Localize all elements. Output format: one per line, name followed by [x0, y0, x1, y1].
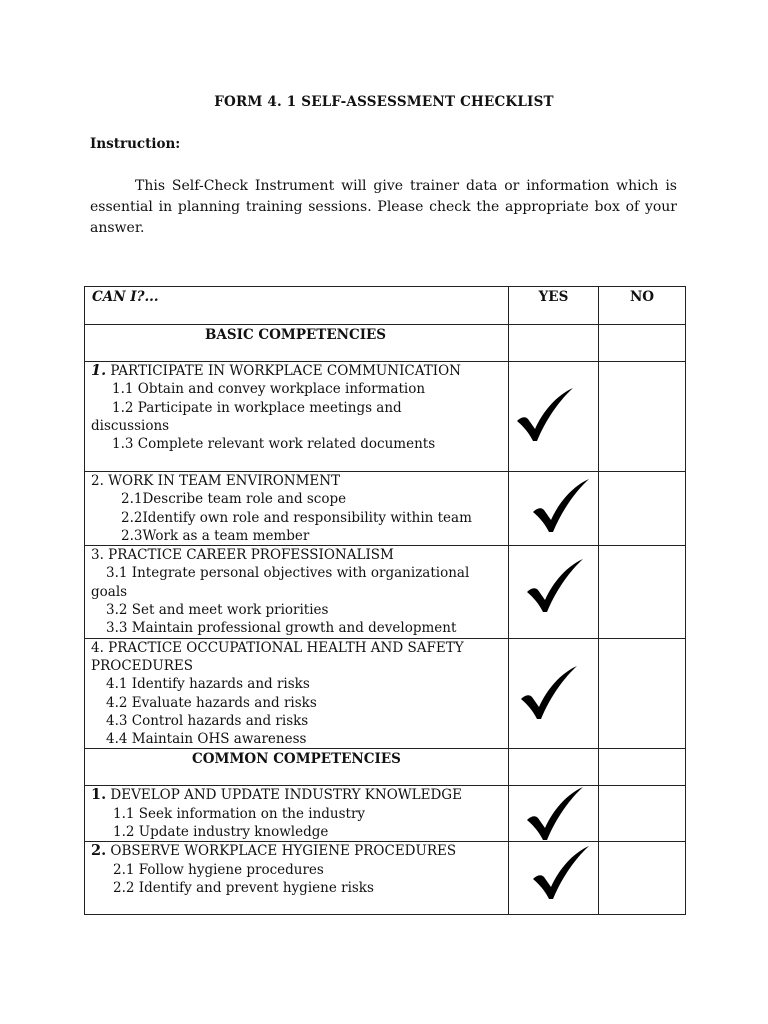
checkmark-icon: [525, 558, 585, 614]
row-subitem: 3.2 Set and meet work priorities: [106, 602, 329, 619]
instruction-label: Instruction:: [90, 136, 181, 152]
no-checkbox[interactable]: [599, 362, 686, 472]
row-subitem: 2.1 Follow hygiene procedures: [113, 861, 324, 878]
header-can-i: CAN I?...: [85, 287, 509, 325]
yes-checkbox[interactable]: [509, 546, 599, 638]
yes-checkbox[interactable]: [509, 638, 599, 749]
instruction-paragraph: [90, 176, 677, 239]
row-subitem: 1.3 Complete relevant work related documents: [112, 436, 436, 453]
row-subitem: 1.2 Participate in workplace meetings and: [112, 399, 402, 416]
table-row: [85, 472, 686, 546]
row-title: 4. PRACTICE OCCUPATIONAL HEALTH AND SAFETY: [91, 639, 464, 656]
table-row: [85, 546, 686, 638]
row-subitem: 1.1 Seek information on the industry: [113, 805, 366, 822]
row-subitem: 3.1 Integrate personal objectives with organizational: [106, 565, 470, 582]
section-row-basic: [85, 325, 686, 362]
row-title: OBSERVE WORKPLACE HYGIENE PROCEDURES: [106, 843, 457, 860]
row-subitem: 2.1Describe team role and scope: [121, 491, 347, 508]
form-title: FORM 4. 1 SELF-ASSESSMENT CHECKLIST: [214, 94, 554, 110]
row-subitem: 1.2 Update industry knowledge: [113, 824, 329, 841]
row-subitem: 3.3 Maintain professional growth and development: [106, 620, 457, 637]
table-row: [85, 786, 686, 842]
table-row: [85, 638, 686, 749]
row-subitem: 2.2Identify own role and responsibility within team: [121, 509, 472, 526]
yes-checkbox[interactable]: [509, 786, 599, 842]
no-checkbox[interactable]: [599, 786, 686, 842]
no-checkbox[interactable]: [599, 638, 686, 749]
no-checkbox[interactable]: [599, 546, 686, 638]
row-subitem: discussions: [91, 417, 170, 434]
yes-checkbox[interactable]: [509, 472, 599, 546]
row-subitem: 4.3 Control hazards and risks: [106, 712, 309, 729]
row-subitem: 4.2 Evaluate hazards and risks: [106, 694, 317, 711]
row-subitem: PROCEDURES: [91, 657, 193, 674]
row-title: DEVELOP AND UPDATE INDUSTRY KNOWLEDGE: [106, 787, 462, 804]
section-heading-basic: BASIC COMPETENCIES: [205, 327, 387, 343]
self-assessment-table: [84, 286, 686, 915]
checkmark-icon: [531, 845, 591, 901]
row-title: 3. PRACTICE CAREER PROFESSIONALISM: [91, 547, 394, 564]
section-row-common: [85, 749, 686, 786]
row-title: 2. WORK IN TEAM ENVIRONMENT: [91, 473, 341, 489]
row-number: 2.: [91, 842, 107, 860]
header-yes: YES: [509, 287, 599, 325]
instruction-text: This Self-Check Instrument will give trainer data or information which is essential in planning training sessions. Please check the appropriate box of your answer.: [90, 178, 677, 236]
no-checkbox[interactable]: [599, 472, 686, 546]
row-subitem: goals: [91, 583, 128, 600]
checkmark-icon: [531, 478, 591, 534]
checkmark-icon: [519, 665, 579, 721]
row-subitem: 4.1 Identify hazards and risks: [106, 676, 310, 693]
row-number: 1.: [91, 362, 107, 379]
table-row: [85, 362, 686, 472]
row-subitem: 1.1 Obtain and convey workplace information: [112, 381, 426, 398]
checkmark-icon: [515, 387, 575, 443]
table-header-row: [85, 287, 686, 325]
row-number: 1.: [91, 786, 107, 804]
no-checkbox[interactable]: [599, 842, 686, 915]
table-row: [85, 842, 686, 915]
row-subitem: 4.4 Maintain OHS awareness: [106, 731, 307, 748]
yes-checkbox[interactable]: [509, 362, 599, 472]
row-subitem: 2.3Work as a team member: [121, 527, 310, 544]
section-heading-common: COMMON COMPETENCIES: [192, 751, 401, 768]
row-subitem: 2.2 Identify and prevent hygiene risks: [113, 879, 374, 896]
row-title: PARTICIPATE IN WORKPLACE COMMUNICATION: [106, 363, 461, 379]
header-no: NO: [599, 287, 686, 325]
yes-checkbox[interactable]: [509, 842, 599, 915]
checkmark-icon: [525, 786, 585, 842]
